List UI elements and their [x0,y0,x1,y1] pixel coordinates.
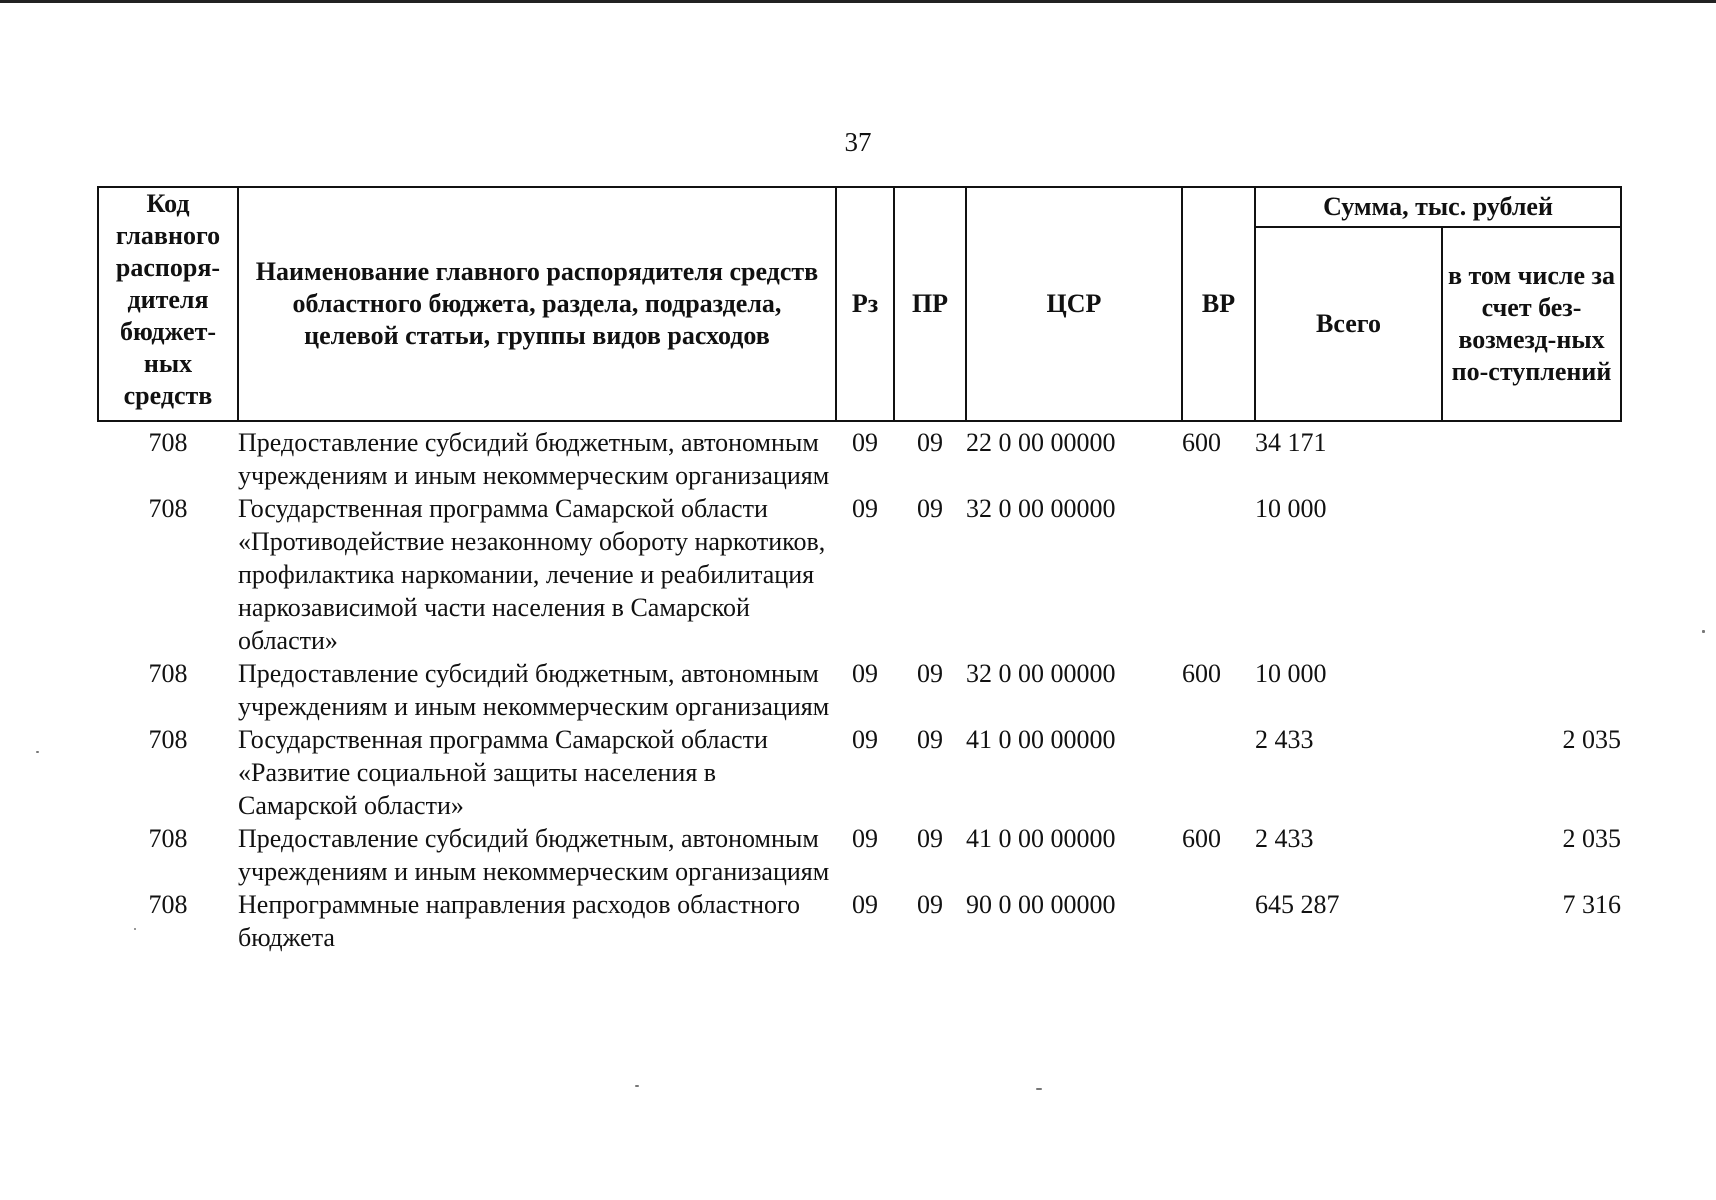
cell-vr [1182,492,1255,657]
scan-speck [1036,1088,1042,1090]
cell-name: Государственная программа Самарской области «Противодействие незаконному обороту наркотиков, профилактика наркомании, лечение и реабилитация наркозависимой части населения в Самарской области» [238,494,826,655]
cell-csr: 32 0 00 00000 [966,659,1116,688]
cell-rz: 09 [852,659,878,688]
scan-speck [635,1085,639,1087]
header-csr: ЦСР [966,187,1182,421]
cell-vr: 600 [1182,824,1221,853]
cell-pr: 09 [917,890,943,919]
cell-rz: 09 [852,890,878,919]
cell-rz: 09 [852,725,878,754]
cell-vr: 600 [1182,659,1221,688]
cell-grants: 2 035 [1562,824,1621,853]
cell-rz: 09 [852,824,878,853]
cell-grants: 2 035 [1562,725,1621,754]
table-row [98,888,1621,954]
cell-name: Непрограммные направления расходов областного бюджета [238,890,800,952]
cell-grants [1442,421,1621,492]
header-total: Всего [1255,227,1442,421]
scan-speck [134,928,136,930]
cell-csr: 41 0 00 00000 [966,824,1116,853]
header-row-1 [98,187,1621,227]
budget-table [97,186,1622,954]
cell-vr [1182,888,1255,954]
header-rz: Рз [836,187,894,421]
header-grants: в том числе за счет без-возмезд-ных по-ступлений [1442,227,1621,421]
cell-pr: 09 [917,725,943,754]
cell-name: Предоставление субсидий бюджетным, автономным учреждениям и иным некоммерческим организациям [238,824,830,886]
cell-vr: 600 [1182,428,1221,457]
cell-total: 2 433 [1255,725,1314,754]
cell-csr: 41 0 00 00000 [966,725,1116,754]
header-sum-group: Сумма, тыс. рублей [1255,187,1621,227]
cell-code: 708 [148,428,188,457]
cell-code: 708 [148,659,188,688]
page-number: 37 [844,127,872,157]
scan-speck [36,751,39,753]
table-row [98,657,1621,723]
header-vr: ВР [1182,187,1255,421]
cell-vr [1182,723,1255,822]
header-code: Код главного распоря-дителя бюджет-ных средств [98,187,238,421]
cell-pr: 09 [917,428,943,457]
cell-total: 2 433 [1255,824,1314,853]
cell-rz: 09 [852,428,878,457]
cell-code: 708 [148,494,188,523]
cell-name: Предоставление субсидий бюджетным, автономным учреждениям и иным некоммерческим организациям [238,428,830,490]
table-row [98,421,1621,492]
cell-total: 10 000 [1255,494,1327,523]
cell-pr: 09 [917,659,943,688]
cell-grants: 7 316 [1562,890,1621,919]
table-row [98,822,1621,888]
table-row [98,492,1621,657]
cell-total: 10 000 [1255,659,1327,688]
top-scan-border [0,0,1716,3]
cell-pr: 09 [917,494,943,523]
cell-csr: 22 0 00 00000 [966,428,1116,457]
cell-grants [1442,492,1621,657]
cell-csr: 32 0 00 00000 [966,494,1116,523]
cell-name: Государственная программа Самарской области «Развитие социальной защиты населения в Самарской области» [238,725,768,820]
cell-grants [1442,657,1621,723]
cell-code: 708 [148,725,188,754]
cell-total: 34 171 [1255,428,1327,457]
scan-speck [1702,630,1705,633]
table-row [98,723,1621,822]
header-pr: ПР [894,187,966,421]
cell-pr: 09 [917,824,943,853]
cell-name: Предоставление субсидий бюджетным, автономным учреждениям и иным некоммерческим организациям [238,659,830,721]
cell-code: 708 [148,824,188,853]
cell-csr: 90 0 00 00000 [966,890,1116,919]
cell-code: 708 [148,890,188,919]
header-name: Наименование главного распорядителя средств областного бюджета, раздела, подраздела, целевой статьи, группы видов расходов [238,187,836,421]
cell-rz: 09 [852,494,878,523]
cell-total: 645 287 [1255,890,1340,919]
